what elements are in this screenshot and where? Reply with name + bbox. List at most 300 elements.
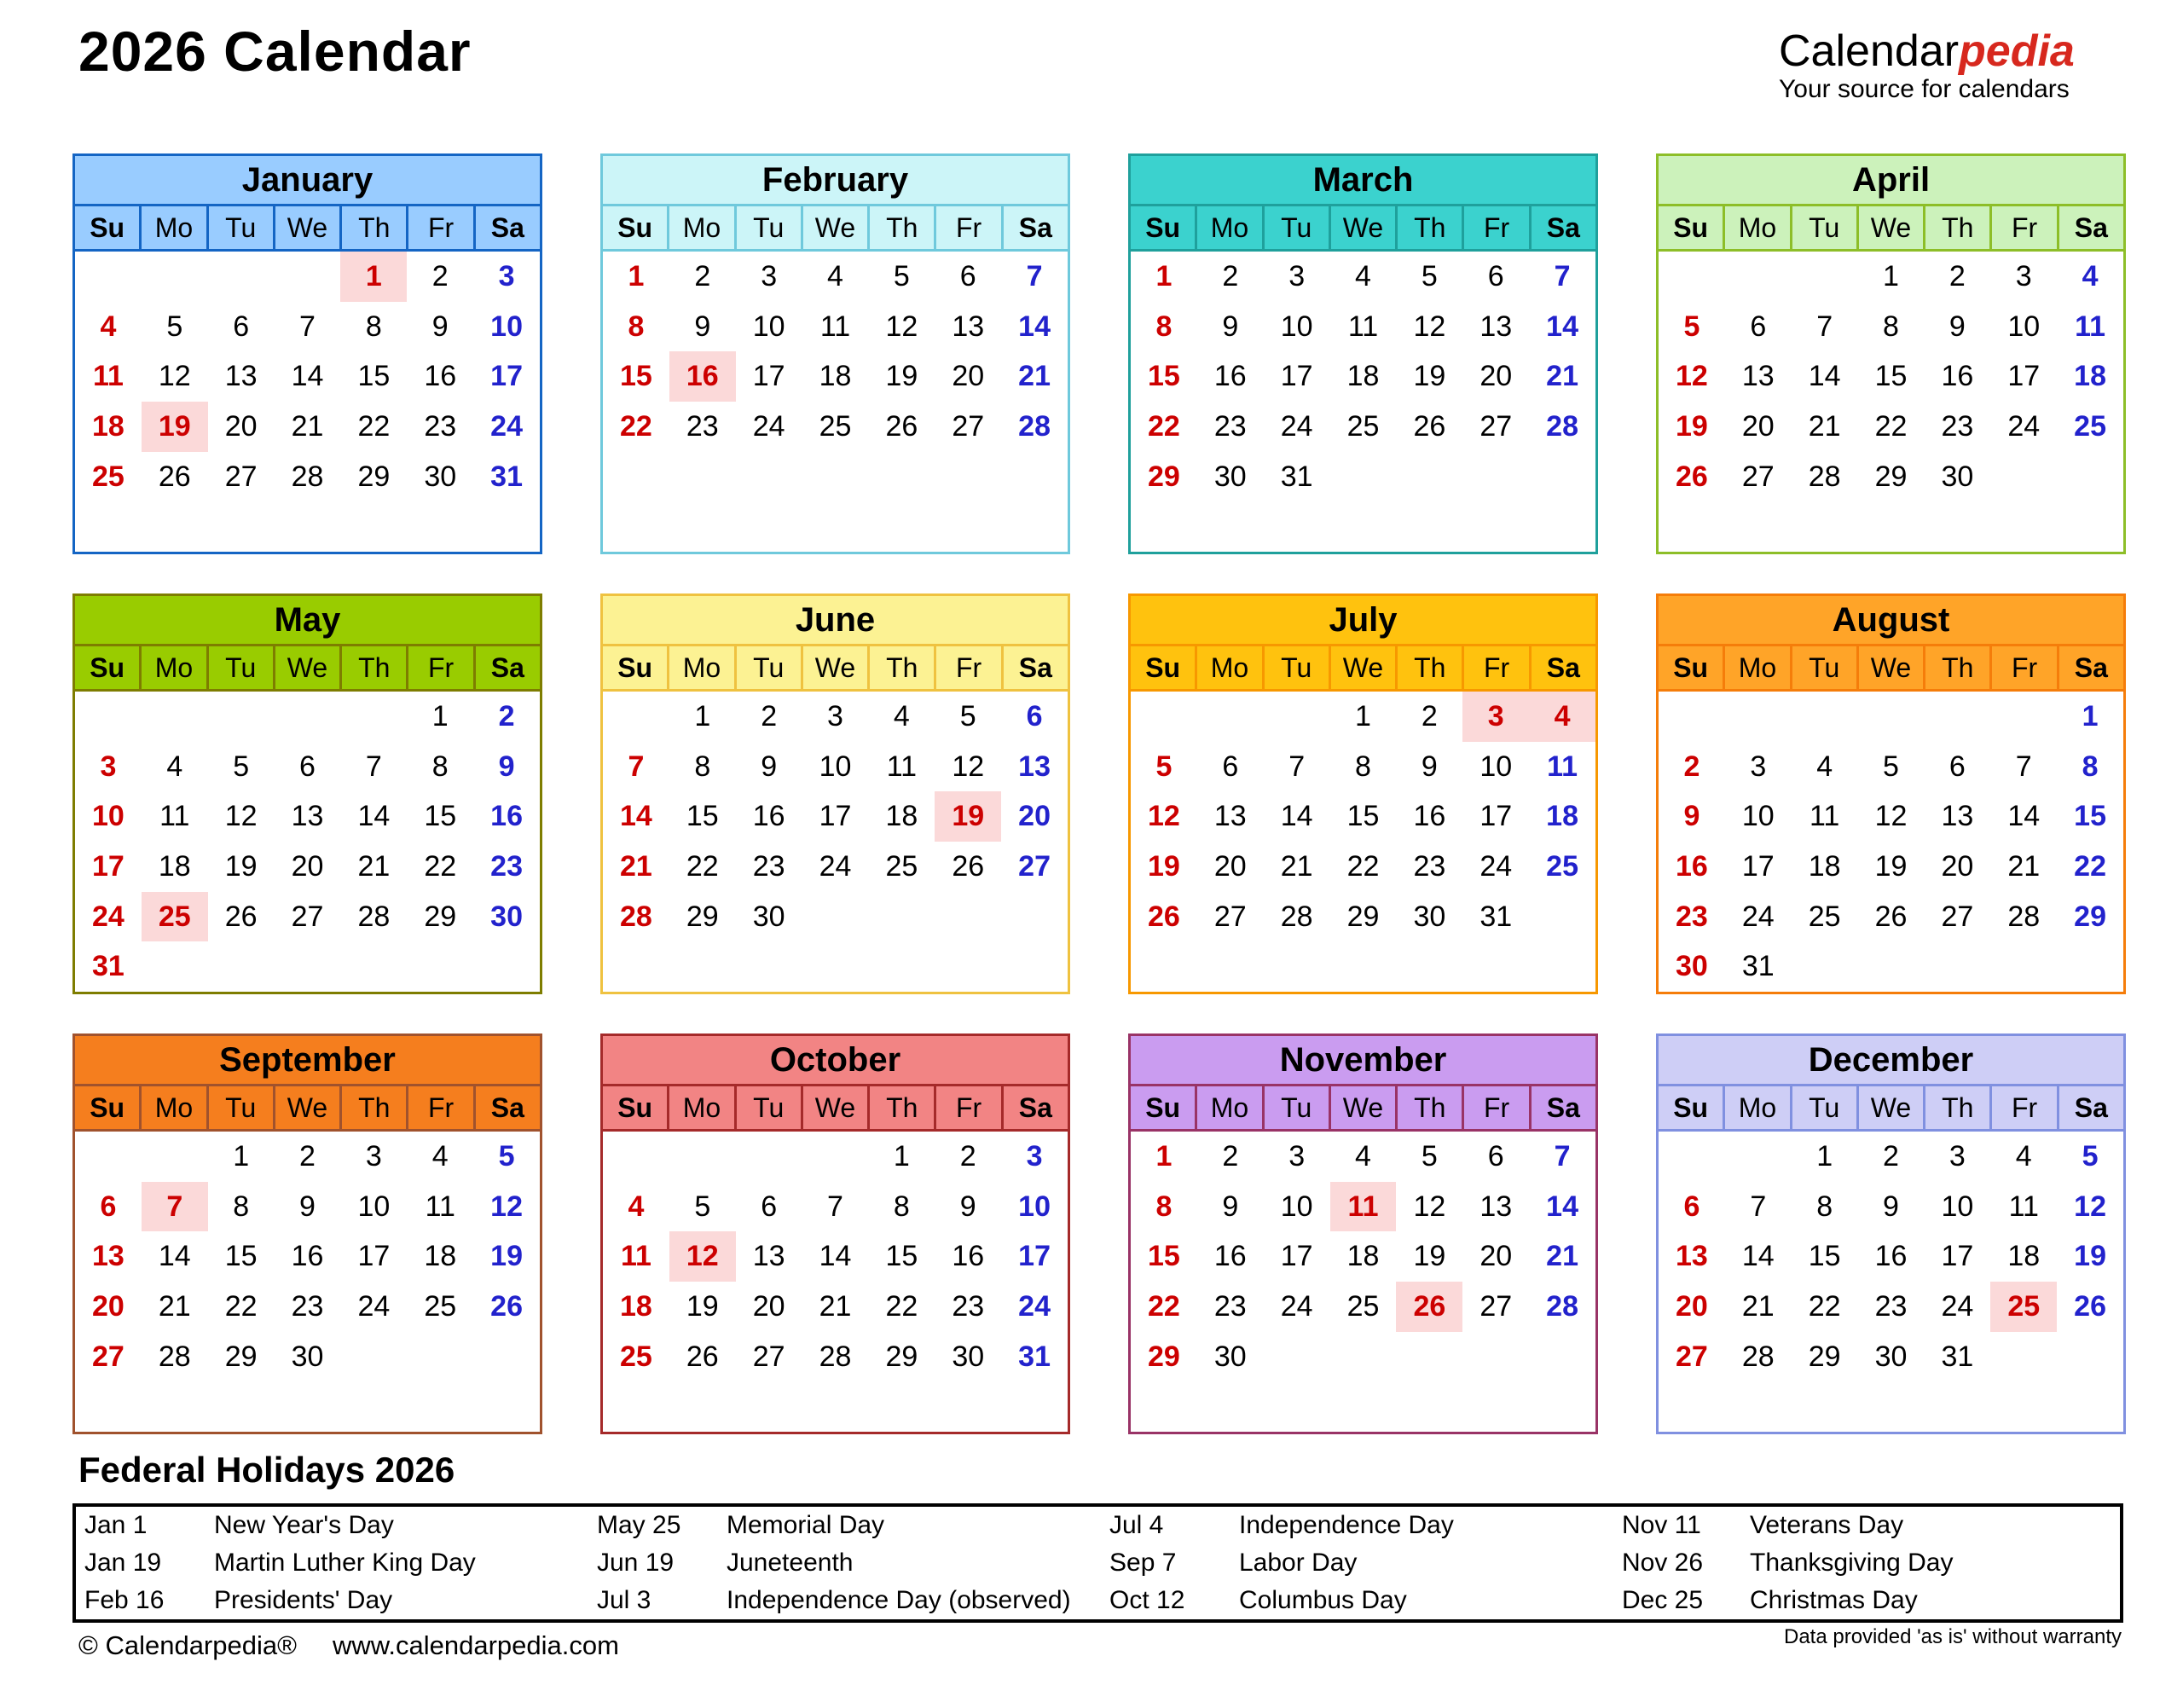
date-cell xyxy=(669,1381,736,1432)
date-cell: 5 xyxy=(1683,310,1700,343)
weekday-header: Sa xyxy=(473,1086,540,1129)
date-cell: 12 xyxy=(490,1190,523,1223)
date-cell xyxy=(1659,252,1725,302)
date-cell: 6 xyxy=(233,310,250,343)
date-cell: 5 xyxy=(1883,750,1899,783)
weekday-header: Tu xyxy=(1790,1086,1856,1129)
date-cell xyxy=(603,452,669,502)
weekday-header: Tu xyxy=(734,1086,801,1129)
date-cell: 10 xyxy=(92,800,124,833)
date-cell xyxy=(75,252,142,302)
date-cell xyxy=(603,692,669,742)
date-cell xyxy=(1792,501,1858,552)
date-cell: 9 xyxy=(761,750,778,783)
weekday-header: We xyxy=(1329,206,1395,249)
date-cell: 11 xyxy=(1330,1182,1397,1232)
date-cell xyxy=(603,501,669,552)
date-cell: 12 xyxy=(158,360,191,393)
calendarpedia-logo xyxy=(1779,26,2075,103)
holiday-name: Juneteenth xyxy=(727,1549,854,1577)
date-row xyxy=(75,941,540,992)
date-cell: 4 xyxy=(628,1190,645,1223)
date-cell: 8 xyxy=(628,310,645,343)
date-cell: 11 xyxy=(2075,310,2106,343)
holiday-name: Christmas Day xyxy=(1750,1586,1918,1614)
weekday-header: Su xyxy=(617,1091,653,1123)
date-row xyxy=(1131,941,1595,992)
date-cell: 4 xyxy=(827,259,843,292)
date-cell xyxy=(142,252,208,302)
date-cell: 24 xyxy=(1941,1289,1974,1323)
holiday-name: Columbus Day xyxy=(1239,1586,1407,1614)
date-cell xyxy=(935,941,1001,992)
date-cell: 13 xyxy=(1479,1190,1513,1223)
date-cell: 6 xyxy=(1222,750,1239,783)
date-row xyxy=(1131,252,1595,302)
date-cell xyxy=(75,1132,142,1182)
date-cell: 2 xyxy=(431,259,449,292)
date-cell: 9 xyxy=(1683,800,1700,833)
weekday-header: Su xyxy=(1673,651,1709,683)
date-cell: 18 xyxy=(92,409,124,443)
date-cell xyxy=(208,941,275,992)
date-cell: 7 xyxy=(827,1190,843,1223)
date-cell xyxy=(275,1381,341,1432)
date-row xyxy=(1659,1332,2123,1382)
date-cell: 7 xyxy=(1554,1139,1571,1172)
date-cell: 15 xyxy=(424,800,457,833)
date-cell xyxy=(669,501,736,552)
date-cell: 1 xyxy=(1355,699,1371,732)
date-cell: 10 xyxy=(1280,310,1313,343)
holiday-name: Independence Day xyxy=(1239,1511,1454,1539)
date-cell: 23 xyxy=(490,849,523,883)
date-cell xyxy=(1792,941,1858,992)
date-cell xyxy=(1462,501,1529,552)
date-cell: 1 xyxy=(893,1139,910,1172)
date-cell: 10 xyxy=(1941,1190,1974,1223)
date-cell: 4 xyxy=(1529,692,1595,742)
date-cell: 30 xyxy=(1413,900,1446,933)
date-cell: 4 xyxy=(1355,259,1371,292)
date-cell xyxy=(1725,1132,1792,1182)
date-cell: 19 xyxy=(142,402,208,452)
weekday-header: Th xyxy=(867,646,934,689)
date-cell: 12 xyxy=(1676,360,1708,393)
weekday-header: We xyxy=(1856,646,1923,689)
weekday-header: Sa xyxy=(473,206,540,249)
date-cell: 21 xyxy=(1741,1289,1775,1323)
date-cell: 30 xyxy=(490,900,523,933)
date-cell xyxy=(1264,941,1330,992)
date-cell xyxy=(275,941,341,992)
date-cell: 23 xyxy=(1413,849,1446,883)
date-cell: 28 xyxy=(819,1340,852,1373)
date-cell xyxy=(868,941,935,992)
date-cell: 6 xyxy=(959,259,976,292)
date-cell: 13 xyxy=(224,360,258,393)
weekday-header: Th xyxy=(867,206,934,249)
date-cell xyxy=(1462,941,1529,992)
date-cell: 10 xyxy=(357,1190,391,1223)
date-cell: 8 xyxy=(893,1190,910,1223)
date-cell xyxy=(340,1381,407,1432)
date-cell xyxy=(1197,501,1264,552)
date-row xyxy=(603,1332,1068,1382)
date-cell xyxy=(1001,452,1068,502)
date-row xyxy=(603,1182,1068,1232)
date-cell: 29 xyxy=(1148,1340,1180,1373)
date-cell xyxy=(1396,501,1462,552)
date-cell xyxy=(1330,1332,1397,1382)
date-row xyxy=(603,692,1068,742)
weekday-header: Tu xyxy=(1262,1086,1329,1129)
date-row xyxy=(75,501,540,552)
date-cell xyxy=(275,252,341,302)
date-row xyxy=(603,252,1068,302)
date-cell: 29 xyxy=(1808,1340,1841,1373)
date-cell xyxy=(1924,501,1990,552)
date-cell: 20 xyxy=(1941,849,1974,883)
date-cell: 28 xyxy=(2007,900,2041,933)
date-cell: 8 xyxy=(365,310,382,343)
month-september xyxy=(72,1033,542,1434)
date-cell: 14 xyxy=(620,800,652,833)
date-cell xyxy=(340,941,407,992)
date-cell xyxy=(935,1381,1001,1432)
footer-copyright xyxy=(78,1630,619,1661)
holiday-name: New Year's Day xyxy=(214,1511,394,1539)
date-cell xyxy=(669,1132,736,1182)
date-cell xyxy=(802,501,869,552)
weekday-header: We xyxy=(273,1086,339,1129)
weekday-header: Sa xyxy=(1001,206,1068,249)
date-row xyxy=(1131,452,1595,502)
date-cell: 10 xyxy=(1280,1190,1313,1223)
weekday-header: Su xyxy=(617,211,653,243)
date-cell: 19 xyxy=(490,1240,523,1273)
date-cell: 6 xyxy=(299,750,316,783)
month-title: January xyxy=(75,156,540,206)
date-cell xyxy=(340,692,407,742)
weekday-header: Th xyxy=(1395,206,1462,249)
logo-brand xyxy=(1779,26,2075,76)
dates-area xyxy=(1659,1132,2123,1432)
date-row xyxy=(75,892,540,942)
dates-area xyxy=(75,252,540,552)
date-cell: 26 xyxy=(952,849,985,883)
date-cell: 25 xyxy=(142,892,208,942)
date-cell: 22 xyxy=(2074,849,2106,883)
date-cell xyxy=(1396,452,1462,502)
date-cell: 20 xyxy=(1479,1240,1513,1273)
weekday-header: Th xyxy=(339,1086,406,1129)
date-cell: 24 xyxy=(2007,409,2041,443)
date-cell: 14 xyxy=(2007,800,2041,833)
date-row xyxy=(75,1132,540,1182)
holiday-date: Sep 7 xyxy=(1109,1549,1177,1577)
date-row xyxy=(1131,1381,1595,1432)
weekday-header: Sa xyxy=(1529,1086,1595,1129)
date-cell: 10 xyxy=(490,310,523,343)
date-cell: 30 xyxy=(752,900,785,933)
weekday-header: Mo xyxy=(1723,1086,1789,1129)
date-cell xyxy=(802,452,869,502)
date-row xyxy=(1131,692,1595,742)
date-cell xyxy=(1725,692,1792,742)
weekday-header: Sa xyxy=(1001,1086,1068,1129)
holiday-date: May 25 xyxy=(597,1511,681,1539)
weekday-header: Mo xyxy=(1723,206,1789,249)
date-cell: 31 xyxy=(1018,1340,1051,1373)
date-cell: 28 xyxy=(357,900,391,933)
date-row xyxy=(603,452,1068,502)
month-title: April xyxy=(1659,156,2123,206)
date-cell: 30 xyxy=(424,460,457,493)
dates-area xyxy=(603,692,1068,992)
date-cell: 11 xyxy=(1347,310,1379,343)
weekday-header: Tu xyxy=(1262,206,1329,249)
date-row xyxy=(75,302,540,352)
weekday-header: Th xyxy=(339,206,406,249)
date-cell: 5 xyxy=(233,750,250,783)
date-cell: 2 xyxy=(1222,1139,1239,1172)
date-cell xyxy=(142,501,208,552)
date-cell: 14 xyxy=(1546,1190,1578,1223)
date-cell: 12 xyxy=(885,310,918,343)
date-cell xyxy=(736,1381,802,1432)
date-cell xyxy=(736,452,802,502)
date-cell: 5 xyxy=(2082,1139,2099,1172)
date-cell: 16 xyxy=(669,351,736,402)
date-cell: 3 xyxy=(100,750,117,783)
date-cell xyxy=(1264,1381,1330,1432)
date-cell: 15 xyxy=(1874,360,1908,393)
date-cell: 30 xyxy=(1213,1340,1247,1373)
date-row xyxy=(1659,302,2123,352)
date-cell xyxy=(473,501,540,552)
date-cell: 20 xyxy=(291,849,324,883)
date-cell xyxy=(802,892,869,942)
date-cell: 18 xyxy=(1346,360,1380,393)
date-cell: 21 xyxy=(1018,360,1051,393)
date-cell xyxy=(1529,1381,1595,1432)
date-cell: 29 xyxy=(1148,460,1180,493)
date-cell xyxy=(473,941,540,992)
date-row xyxy=(603,892,1068,942)
date-row xyxy=(1131,302,1595,352)
date-cell: 29 xyxy=(424,900,457,933)
date-cell: 19 xyxy=(1148,849,1180,883)
date-row xyxy=(1659,1231,2123,1282)
date-cell xyxy=(275,692,341,742)
weekday-header: Mo xyxy=(1723,646,1789,689)
weekday-header: Fr xyxy=(406,646,472,689)
logo-tagline: Your source for calendars xyxy=(1779,75,2070,103)
date-cell: 25 xyxy=(1808,900,1841,933)
date-cell: 4 xyxy=(2082,259,2099,292)
date-cell: 15 xyxy=(686,800,719,833)
date-cell xyxy=(142,1381,208,1432)
weekday-header: We xyxy=(273,646,339,689)
date-cell xyxy=(142,692,208,742)
weekday-header: Tu xyxy=(734,646,801,689)
date-cell: 8 xyxy=(1816,1190,1833,1223)
weekday-header: We xyxy=(801,646,867,689)
date-cell: 27 xyxy=(224,460,258,493)
date-cell: 17 xyxy=(1018,1240,1051,1273)
date-row xyxy=(1131,842,1595,892)
date-cell: 6 xyxy=(1026,699,1043,732)
date-cell: 22 xyxy=(1874,409,1908,443)
date-cell: 27 xyxy=(752,1340,785,1373)
date-cell xyxy=(1990,501,2057,552)
date-cell: 22 xyxy=(885,1289,918,1323)
date-row xyxy=(75,742,540,792)
date-cell: 20 xyxy=(1479,360,1513,393)
date-cell: 5 xyxy=(959,699,976,732)
date-cell: 27 xyxy=(291,900,324,933)
date-cell: 4 xyxy=(1355,1139,1371,1172)
date-cell: 13 xyxy=(1676,1240,1708,1273)
date-row xyxy=(1659,1381,2123,1432)
footer-url[interactable]: www.calendarpedia.com xyxy=(332,1630,619,1660)
date-cell: 15 xyxy=(1808,1240,1841,1273)
date-cell: 21 xyxy=(357,849,391,883)
weekday-header-row xyxy=(75,206,540,252)
date-cell: 30 xyxy=(291,1340,324,1373)
date-cell xyxy=(1725,1381,1792,1432)
date-cell xyxy=(75,501,142,552)
holiday-date: Jan 1 xyxy=(84,1511,148,1539)
weekday-header: Fr xyxy=(1989,206,2056,249)
date-cell: 25 xyxy=(92,460,124,493)
date-cell: 10 xyxy=(819,750,852,783)
date-row xyxy=(1659,452,2123,502)
date-cell: 18 xyxy=(819,360,852,393)
date-cell: 19 xyxy=(885,360,918,393)
weekday-header: Th xyxy=(1923,1086,1989,1129)
date-cell: 17 xyxy=(2007,360,2041,393)
date-cell xyxy=(669,941,736,992)
date-cell: 21 xyxy=(1546,1240,1578,1273)
date-cell: 15 xyxy=(620,360,652,393)
date-cell xyxy=(1330,1381,1397,1432)
date-cell: 26 xyxy=(1676,460,1708,493)
date-cell: 20 xyxy=(1741,409,1775,443)
date-cell: 23 xyxy=(291,1289,324,1323)
date-row xyxy=(603,941,1068,992)
date-cell: 2 xyxy=(959,1139,976,1172)
date-cell: 31 xyxy=(1479,900,1513,933)
weekday-header: Su xyxy=(1145,1091,1181,1123)
month-march xyxy=(1128,153,1598,554)
date-cell: 18 xyxy=(1808,849,1841,883)
logo-brand-black: Calendar xyxy=(1779,26,1960,76)
date-cell: 21 xyxy=(819,1289,852,1323)
date-cell: 19 xyxy=(224,849,258,883)
page-title: 2026 Calendar xyxy=(78,20,472,83)
date-cell: 4 xyxy=(893,699,910,732)
copyright-text: © Calendarpedia® xyxy=(78,1630,297,1660)
date-cell: 3 xyxy=(1288,259,1306,292)
date-cell: 19 xyxy=(1413,360,1446,393)
date-row xyxy=(75,842,540,892)
date-cell: 17 xyxy=(1280,360,1313,393)
date-cell: 2 xyxy=(1222,259,1239,292)
date-cell: 25 xyxy=(885,849,918,883)
date-cell: 21 xyxy=(2007,849,2041,883)
weekday-header: Tu xyxy=(206,646,273,689)
date-cell: 13 xyxy=(1741,360,1775,393)
date-cell: 12 xyxy=(1413,310,1446,343)
date-cell: 28 xyxy=(1808,460,1841,493)
date-cell: 28 xyxy=(1280,900,1313,933)
date-row xyxy=(1659,501,2123,552)
date-cell: 17 xyxy=(1741,849,1775,883)
date-cell: 20 xyxy=(752,1289,785,1323)
date-cell xyxy=(1264,692,1330,742)
date-cell: 7 xyxy=(1288,750,1306,783)
date-cell xyxy=(1529,501,1595,552)
date-cell xyxy=(935,892,1001,942)
weekday-header: Fr xyxy=(406,1086,472,1129)
date-cell: 9 xyxy=(1883,1190,1899,1223)
date-cell: 9 xyxy=(1222,1190,1239,1223)
date-cell xyxy=(1725,252,1792,302)
date-row xyxy=(75,1332,540,1382)
date-cell: 9 xyxy=(431,310,449,343)
weekday-header: Sa xyxy=(1001,646,1068,689)
date-cell xyxy=(1990,1332,2057,1382)
weekday-header-row xyxy=(75,1086,540,1132)
weekday-header-row xyxy=(1131,1086,1595,1132)
date-cell: 12 xyxy=(224,800,258,833)
date-cell: 18 xyxy=(2007,1240,2041,1273)
date-cell: 9 xyxy=(694,310,711,343)
month-title: June xyxy=(603,596,1068,646)
date-cell xyxy=(1990,692,2057,742)
date-cell: 20 xyxy=(1018,800,1051,833)
date-cell: 7 xyxy=(1554,259,1571,292)
date-cell: 15 xyxy=(224,1240,258,1273)
holiday-date: Jul 3 xyxy=(597,1586,651,1614)
date-cell: 12 xyxy=(2074,1190,2106,1223)
date-cell: 15 xyxy=(1346,800,1380,833)
date-cell: 3 xyxy=(2015,259,2032,292)
holiday-date: Jan 19 xyxy=(84,1549,162,1577)
date-cell xyxy=(1264,501,1330,552)
weekday-header: Mo xyxy=(667,1086,733,1129)
logo-brand-red: pedia xyxy=(1959,26,2075,76)
date-cell: 16 xyxy=(490,800,523,833)
month-title: December xyxy=(1659,1036,2123,1086)
date-cell: 18 xyxy=(1546,800,1578,833)
weekday-header: Th xyxy=(1395,646,1462,689)
date-row xyxy=(1659,252,2123,302)
date-cell: 19 xyxy=(2074,1240,2106,1273)
weekday-header-row xyxy=(1659,206,2123,252)
date-cell: 22 xyxy=(1148,409,1180,443)
date-cell: 10 xyxy=(2007,310,2041,343)
date-cell: 1 xyxy=(1883,259,1899,292)
date-cell: 6 xyxy=(1948,750,1966,783)
date-cell: 22 xyxy=(1148,1289,1180,1323)
weekday-header: Su xyxy=(617,651,653,683)
date-cell xyxy=(1990,941,2057,992)
date-cell: 14 xyxy=(1741,1240,1775,1273)
date-cell: 26 xyxy=(224,900,258,933)
